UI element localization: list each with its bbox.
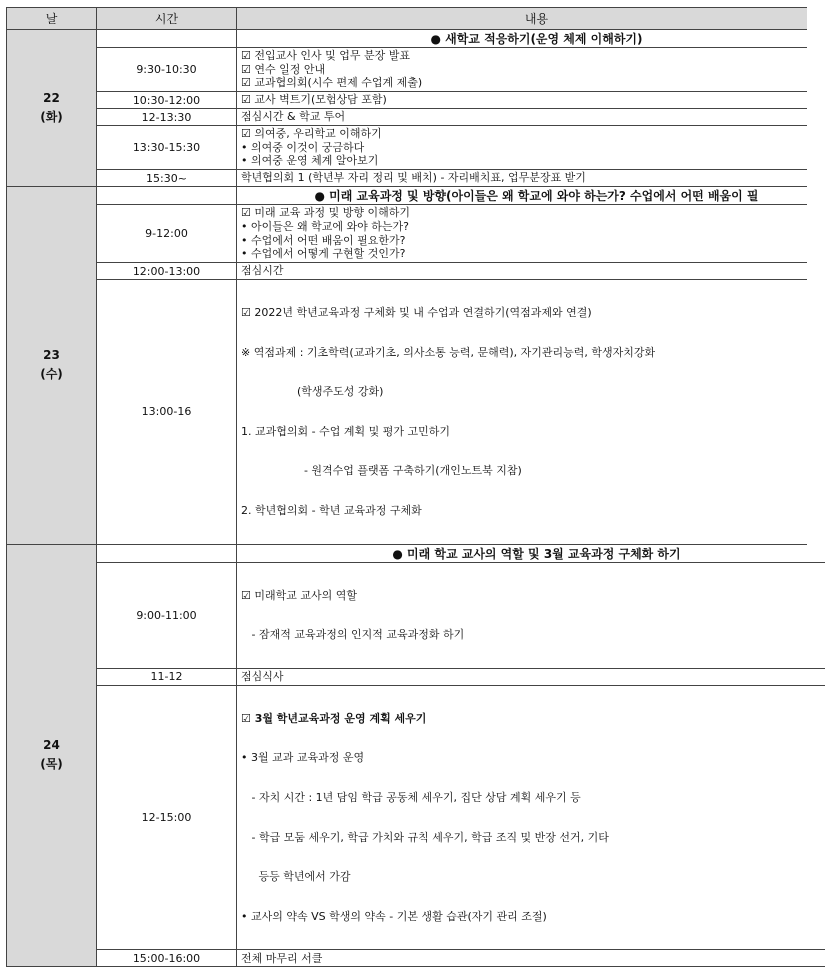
content-line: 점심시간 [241,264,825,278]
time-cell: 9-12:00 [97,205,237,263]
content-cell [237,263,825,280]
table-row [7,685,825,950]
schedule-table [6,7,825,967]
content-line: ☑ 미래학교 교사의 역할 [241,589,825,603]
content-line: ☑ 교사 벽트기(모험상담 포함) [241,93,825,107]
content-line: ☑ 미래 교육 과정 및 방향 이해하기 [241,206,825,220]
content-line: ☑ 2022년 학년교육과정 구체화 및 내 수업과 연결하기(역점과제와 연결) [241,306,825,320]
content-line: • 수업에서 어떻게 구현할 것인가? [241,247,825,261]
content-line: • 3월 교과 교육과정 운영 [241,751,825,765]
content-line: - 학급 모둠 세우기, 학급 가치와 규칙 세우기, 학급 조직 및 반장 선거, 기타 [241,831,825,845]
day-23-theme: ● 미래 교육과정 및 방향(아이들은 왜 학교에 와야 하는가? 수업에서 어떤 배움이 필 [237,187,825,205]
day-24-date: 24 [11,736,92,755]
table-row [7,562,825,668]
header-row [7,8,825,30]
table-row [7,668,825,685]
table-row [7,92,825,109]
day-24-cell [7,544,97,967]
content-line: ☑ 교과협의회(시수 편제 수업계 제출) [241,76,825,90]
content-cell [237,48,825,92]
content-line: ☑ 의여중, 우리학교 이해하기 [241,127,825,141]
day-22-date: 22 [11,89,92,108]
header-content: 내용 [237,8,825,30]
table-row [7,263,825,280]
content-line: • 수업에서 어떤 배움이 필요한가? [241,234,825,248]
day-23-theme-time [97,187,237,205]
content-line: ☑ 전입교사 인사 및 업무 분장 발표 [241,49,825,63]
day-23-date: 23 [11,346,92,365]
content-line: • 의여중 운영 체계 알아보기 [241,154,825,168]
content-cell [237,126,825,170]
content-line: 등등 학년에서 가감 [241,870,825,884]
content-line: 점심시간 & 학교 투어 [241,110,825,124]
content-cell [237,685,825,950]
header-time: 시간 [97,8,237,30]
time-cell: 12:00-13:00 [97,263,237,280]
time-cell: 11-12 [97,668,237,685]
day-23-theme-row [7,187,825,205]
content-line: - 자치 시간 : 1년 담임 학급 공동체 세우기, 집단 상담 계획 세우기 등 [241,791,825,805]
table-row [7,170,825,187]
content-line: ※ 역점과제 : 기초학력(교과기초, 의사소통 능력, 문해력), 자기관리능력, 학생자치강화 [241,346,825,360]
content-cell [237,280,825,545]
content-line: - 원격수업 플랫폼 구축하기(개인노트북 지참) [241,464,825,478]
content-cell [237,562,825,668]
time-cell: 12-15:00 [97,685,237,950]
content-line: 점심식사 [241,670,825,684]
day-23-weekday: (수) [11,365,92,384]
content-cell [237,109,825,126]
table-row [7,205,825,263]
day-22-cell [7,30,97,187]
time-cell: 12-13:30 [97,109,237,126]
day-22-weekday: (화) [11,108,92,127]
day-24-weekday: (목) [11,755,92,774]
content-line: - 잠재적 교육과정의 인지적 교육과정화 하기 [241,628,825,642]
time-cell: 9:00-11:00 [97,562,237,668]
content-line: 학년협의회 1 (학년부 자리 정리 및 배치) - 자리배치표, 업무분장표 받기 [241,171,825,185]
day-24-theme-time [97,544,237,562]
time-cell: 15:30~ [97,170,237,187]
day-22-theme: ● 새학교 적응하기(운영 체제 이해하기) [237,30,825,48]
content-line: • 교사의 약속 VS 학생의 약속 - 기본 생활 습관(자기 관리 조절) [241,910,825,924]
content-cell [237,668,825,685]
content-cell [237,170,825,187]
day-24-theme-row [7,544,825,562]
time-cell: 15:00-16:00 [97,950,237,967]
page-edge [807,0,825,557]
day-24-theme: ● 미래 학교 교사의 역할 및 3월 교육과정 구체화 하기 [237,544,825,562]
content-line: ☑ 연수 일정 안내 [241,63,825,77]
content-line: (학생주도성 강화) [241,385,825,399]
table-row [7,126,825,170]
content-line: 1. 교과협의회 - 수업 계획 및 평가 고민하기 [241,425,825,439]
time-cell: 10:30-12:00 [97,92,237,109]
table-row [7,109,825,126]
content-cell [237,92,825,109]
content-line: ☑ 3월 학년교육과정 운영 계획 세우기 [241,712,825,726]
day-22-theme-time [97,30,237,48]
day-23-cell [7,187,97,545]
content-line: 전체 마무리 서클 [241,952,825,966]
table-row [7,48,825,92]
content-line: 2. 학년협의회 - 학년 교육과정 구체화 [241,504,825,518]
time-cell: 13:00-16 [97,280,237,545]
day-22-theme-row [7,30,825,48]
content-cell [237,950,825,967]
content-line: • 의여중 이것이 궁금하다 [241,141,825,155]
time-cell: 13:30-15:30 [97,126,237,170]
content-line: • 아이들은 왜 학교에 와야 하는가? [241,220,825,234]
content-cell [237,205,825,263]
table-row [7,950,825,967]
time-cell: 9:30-10:30 [97,48,237,92]
header-day: 날 [7,8,97,30]
table-row [7,280,825,545]
